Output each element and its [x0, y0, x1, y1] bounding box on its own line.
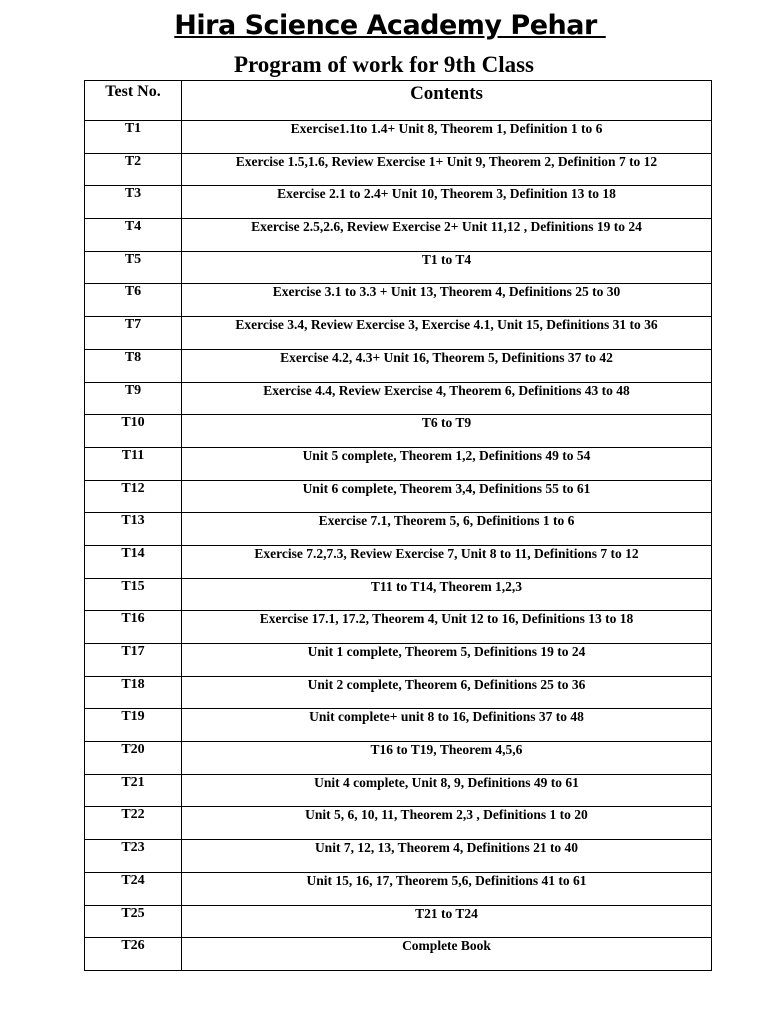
contents-cell — [182, 121, 712, 154]
table-row — [85, 513, 712, 546]
contents-text: T21 to T24 — [415, 905, 478, 921]
contents-cell — [182, 513, 712, 546]
test-number-cell — [85, 709, 182, 742]
test-number-cell — [85, 447, 182, 480]
table-row — [85, 872, 712, 905]
table-row — [85, 447, 712, 480]
table-row — [85, 807, 712, 840]
test-number-cell — [85, 644, 182, 677]
program-table — [84, 80, 712, 971]
column-header-test-no: Test No. — [85, 81, 182, 121]
test-number: T18 — [121, 676, 145, 692]
table-row — [85, 611, 712, 644]
contents-text: Complete Book — [402, 938, 491, 954]
table-row — [85, 219, 712, 252]
contents-text: Exercise 3.1 to 3.3 + Unit 13, Theorem 4, Definitions 25 to 30 — [272, 284, 621, 300]
contents-text: Exercise 4.2, 4.3+ Unit 16, Theorem 5, Definitions 37 to 42 — [280, 349, 613, 365]
test-number: T2 — [124, 153, 142, 169]
contents-text: Exercise 17.1, 17.2, Theorem 4, Unit 12 to 16, Definitions 13 to 18 — [259, 611, 634, 627]
table-row — [85, 905, 712, 938]
contents-cell — [182, 284, 712, 317]
contents-text: Unit complete+ unit 8 to 16, Definitions 37 to 48 — [309, 709, 584, 725]
contents-cell — [182, 938, 712, 971]
test-number-cell — [85, 840, 182, 873]
test-number: T4 — [124, 219, 142, 235]
table-row — [85, 317, 712, 350]
test-number-cell — [85, 219, 182, 252]
contents-text: Exercise 3.4, Review Exercise 3, Exercise 4.1, Unit 15, Definitions 31 to 36 — [235, 317, 658, 333]
contents-text: Unit 5 complete, Theorem 1,2, Definitions 49 to 54 — [302, 447, 591, 463]
test-number: T20 — [121, 742, 145, 758]
test-number: T9 — [124, 382, 142, 398]
contents-text: Exercise 4.4, Review Exercise 4, Theorem 6, Definitions 43 to 48 — [263, 382, 630, 398]
table-row — [85, 121, 712, 154]
test-number-cell — [85, 382, 182, 415]
test-number: T12 — [121, 480, 145, 496]
table-row — [85, 545, 712, 578]
test-number-cell — [85, 317, 182, 350]
table-row — [85, 644, 712, 677]
test-number: T11 — [121, 447, 145, 463]
test-number: T14 — [121, 545, 145, 561]
test-number: T1 — [124, 121, 142, 136]
contents-cell — [182, 807, 712, 840]
table-row — [85, 709, 712, 742]
contents-text: T6 to T9 — [421, 415, 472, 431]
test-number: T6 — [124, 284, 142, 300]
page-title: Hira Science Academy Pehar — [174, 10, 606, 41]
test-number-cell — [85, 480, 182, 513]
test-number: T10 — [121, 415, 145, 431]
test-number: T15 — [121, 578, 145, 594]
test-number: T22 — [121, 807, 145, 823]
test-number-cell — [85, 121, 182, 154]
table-row — [85, 186, 712, 219]
test-number-cell — [85, 611, 182, 644]
contents-cell — [182, 676, 712, 709]
contents-cell — [182, 251, 712, 284]
table-row — [85, 284, 712, 317]
contents-cell — [182, 578, 712, 611]
test-number-cell — [85, 153, 182, 186]
contents-text: Exercise 7.1, Theorem 5, 6, Definitions 1 to 6 — [318, 513, 575, 529]
contents-text: Exercise 7.2,7.3, Review Exercise 7, Unit 8 to 11, Definitions 7 to 12 — [254, 545, 639, 561]
test-number: T7 — [124, 317, 142, 333]
test-number: T16 — [121, 611, 145, 627]
test-number-cell — [85, 415, 182, 448]
test-number: T17 — [121, 644, 145, 659]
test-number: T25 — [121, 905, 145, 921]
contents-text: T11 to T14, Theorem 1,2,3 — [370, 578, 523, 594]
contents-cell — [182, 415, 712, 448]
test-number-cell — [85, 938, 182, 971]
table-row — [85, 578, 712, 611]
contents-text: T1 to T4 — [421, 251, 472, 267]
contents-cell — [182, 186, 712, 219]
contents-cell — [182, 545, 712, 578]
contents-cell — [182, 709, 712, 742]
table-row — [85, 742, 712, 775]
contents-text: Exercise 2.1 to 2.4+ Unit 10, Theorem 3, Definition 13 to 18 — [277, 186, 616, 202]
test-number-cell — [85, 742, 182, 775]
test-number-cell — [85, 284, 182, 317]
contents-text: Unit 7, 12, 13, Theorem 4, Definitions 21 to 40 — [314, 840, 579, 856]
test-number-cell — [85, 905, 182, 938]
contents-cell — [182, 480, 712, 513]
test-number: T24 — [121, 872, 145, 888]
test-number-cell — [85, 578, 182, 611]
table-row — [85, 382, 712, 415]
table-row — [85, 415, 712, 448]
contents-text: Unit 1 complete, Theorem 5, Definitions 19 to 24 — [307, 644, 586, 659]
contents-cell — [182, 840, 712, 873]
contents-cell — [182, 219, 712, 252]
table-row — [85, 480, 712, 513]
contents-text: Exercise 1.5,1.6, Review Exercise 1+ Unit 9, Theorem 2, Definition 7 to 12 — [235, 153, 658, 169]
contents-text: Unit 4 complete, Unit 8, 9, Definitions 49 to 61 — [314, 774, 579, 790]
table-row — [85, 840, 712, 873]
contents-text: Unit 2 complete, Theorem 6, Definitions 25 to 36 — [307, 676, 586, 692]
table-row — [85, 153, 712, 186]
test-number-cell — [85, 349, 182, 382]
column-header-contents: Contents — [182, 81, 712, 121]
table-row — [85, 938, 712, 971]
contents-cell — [182, 742, 712, 775]
contents-cell — [182, 153, 712, 186]
contents-cell — [182, 611, 712, 644]
contents-cell — [182, 872, 712, 905]
table-header-row — [85, 81, 712, 121]
test-number: T3 — [124, 186, 142, 202]
contents-text: Unit 5, 6, 10, 11, Theorem 2,3 , Definitions 1 to 20 — [305, 807, 588, 823]
test-number-cell — [85, 676, 182, 709]
test-number: T13 — [121, 513, 145, 529]
test-number-cell — [85, 186, 182, 219]
table-row — [85, 251, 712, 284]
test-number-cell — [85, 513, 182, 546]
contents-cell — [182, 349, 712, 382]
contents-text: Unit 6 complete, Theorem 3,4, Definitions 55 to 61 — [302, 480, 591, 496]
test-number-cell — [85, 545, 182, 578]
test-number-cell — [85, 872, 182, 905]
contents-text: Exercise1.1to 1.4+ Unit 8, Theorem 1, Definition 1 to 6 — [290, 121, 603, 136]
test-number: T5 — [124, 251, 142, 267]
contents-cell — [182, 644, 712, 677]
test-number-cell — [85, 251, 182, 284]
test-number-cell — [85, 807, 182, 840]
contents-cell — [182, 382, 712, 415]
test-number-cell — [85, 774, 182, 807]
test-number: T26 — [121, 938, 145, 954]
contents-cell — [182, 447, 712, 480]
contents-text: Exercise 2.5,2.6, Review Exercise 2+ Unit 11,12 , Definitions 19 to 24 — [251, 219, 642, 235]
contents-text: Unit 15, 16, 17, Theorem 5,6, Definitions 41 to 61 — [306, 872, 587, 888]
test-number: T21 — [121, 774, 145, 790]
test-number: T23 — [121, 840, 145, 856]
page-subtitle: Program of work for 9th Class — [233, 52, 535, 77]
table-row — [85, 676, 712, 709]
contents-cell — [182, 317, 712, 350]
test-number: T19 — [121, 709, 145, 725]
contents-text: T16 to T19, Theorem 4,5,6 — [370, 742, 523, 758]
test-number: T8 — [124, 349, 142, 365]
contents-cell — [182, 774, 712, 807]
contents-cell — [182, 905, 712, 938]
table-row — [85, 774, 712, 807]
table-row — [85, 349, 712, 382]
